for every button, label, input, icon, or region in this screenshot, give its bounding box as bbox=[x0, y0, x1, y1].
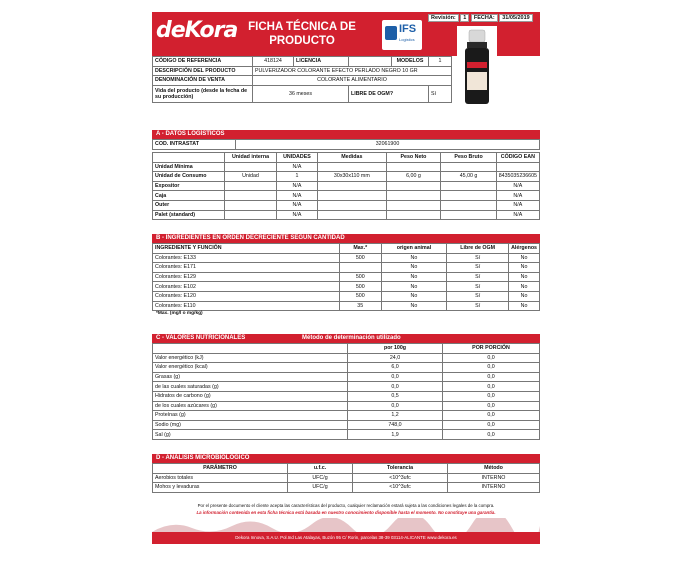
table-cell: 0,0 bbox=[443, 391, 540, 401]
table-cell bbox=[496, 162, 539, 172]
table-cell: INTERNO bbox=[448, 483, 540, 493]
table-row bbox=[153, 372, 540, 382]
table-cell: 0,0 bbox=[443, 411, 540, 421]
table-cell: Unidad Mínima bbox=[153, 162, 225, 172]
table-cell bbox=[386, 191, 441, 201]
footer-line-2: La información contenida en esta ficha técnica está basada en nuestro conocimiento disponible hasta el momento. No constituye una garantía. bbox=[196, 510, 496, 515]
table-cell: 500 bbox=[339, 291, 381, 301]
table-cell bbox=[386, 210, 441, 220]
table-cell: 500 bbox=[339, 272, 381, 282]
table-row bbox=[153, 382, 540, 392]
table-cell: Sí bbox=[447, 301, 509, 311]
table-row bbox=[153, 272, 540, 282]
table-cell bbox=[318, 162, 386, 172]
table-cell: Sí bbox=[447, 253, 509, 263]
table-cell: Valor energético (kcal) bbox=[153, 363, 348, 373]
section-c-header bbox=[152, 334, 540, 343]
table-cell: Colorantes: E171 bbox=[153, 263, 340, 273]
ref-value: 418124 bbox=[253, 57, 294, 67]
ifs-sub: Logistics bbox=[399, 37, 415, 42]
table-cell: N/A bbox=[496, 191, 539, 201]
table-cell bbox=[441, 191, 496, 201]
vida-value: 36 meses bbox=[253, 85, 349, 102]
fecha-value: 31/05/2019 bbox=[499, 14, 533, 22]
table-row bbox=[153, 210, 540, 220]
table-cell: <10^3ufc bbox=[353, 483, 448, 493]
intrastat-value: 32061900 bbox=[236, 140, 540, 150]
table-cell: 0,0 bbox=[348, 372, 443, 382]
header-cell: Alérgenos bbox=[509, 244, 540, 254]
table-cell: N/A bbox=[276, 200, 317, 210]
table-cell: 500 bbox=[339, 253, 381, 263]
table-cell: 1 bbox=[276, 172, 317, 182]
table-cell: Colorantes: E110 bbox=[153, 301, 340, 311]
table-cell: Aerobios totales bbox=[153, 473, 288, 483]
table-cell bbox=[318, 191, 386, 201]
table-cell: Mohos y levaduras bbox=[153, 483, 288, 493]
table-cell: No bbox=[381, 272, 447, 282]
table-row bbox=[153, 420, 540, 430]
table-cell: N/A bbox=[276, 181, 317, 191]
table-row bbox=[153, 263, 540, 273]
table-cell: Sodio (mg) bbox=[153, 420, 348, 430]
product-image bbox=[457, 26, 497, 118]
table-cell: Hidratos de carbono (g) bbox=[153, 391, 348, 401]
table-cell: No bbox=[509, 282, 540, 292]
table-cell: Sí bbox=[447, 263, 509, 273]
header-cell: INGREDIENTE Y FUNCIÓN bbox=[153, 244, 340, 254]
table-cell: Outer bbox=[153, 200, 225, 210]
table-cell bbox=[441, 210, 496, 220]
header-cell: Libre de OGM bbox=[447, 244, 509, 254]
table-row bbox=[153, 391, 540, 401]
table-cell: 8435035236605 bbox=[496, 172, 539, 182]
table-cell: 30x30x110 mm bbox=[318, 172, 386, 182]
section-b-header: B - INGREDIENTES EN ORDEN DECRECIENTE SEGÚN CANTIDAD bbox=[152, 234, 540, 243]
table-cell: Sí bbox=[447, 282, 509, 292]
fecha-label: FECHA: bbox=[471, 14, 498, 22]
table-row bbox=[153, 401, 540, 411]
licencia-label: LICENCIA bbox=[294, 57, 349, 67]
table-cell bbox=[318, 210, 386, 220]
header-cell: Unidad interna bbox=[225, 153, 276, 163]
header-cell: PARÁMETRO bbox=[153, 464, 288, 474]
header-cell: POR PORCIÓN bbox=[443, 344, 540, 354]
table-cell: Palet (standard) bbox=[153, 210, 225, 220]
footer-text bbox=[152, 502, 540, 516]
table-cell: UFC/g bbox=[288, 483, 353, 493]
revision-box bbox=[428, 14, 533, 22]
table-row bbox=[153, 162, 540, 172]
table-cell: Colorantes: E102 bbox=[153, 282, 340, 292]
intrastat-table bbox=[152, 139, 540, 150]
table-cell: de las cuales saturadas (g) bbox=[153, 382, 348, 392]
table-row bbox=[153, 483, 540, 493]
ifs-text: IFS bbox=[399, 23, 417, 35]
table-cell bbox=[225, 200, 276, 210]
table-cell: 1,2 bbox=[348, 411, 443, 421]
table-cell: UFC/g bbox=[288, 473, 353, 483]
header-cell: por 100g bbox=[348, 344, 443, 354]
footer-line-1: Por el presente documento el cliente acepta las características del producto, cualquier reclamación estará sujeta a las condiciones legales de la compra. bbox=[197, 503, 495, 508]
table-cell: N/A bbox=[496, 210, 539, 220]
nutrition-table bbox=[152, 343, 540, 440]
table-header-row bbox=[153, 153, 540, 163]
table-cell: 6,0 bbox=[348, 363, 443, 373]
header-cell: CÓDIGO EAN bbox=[496, 153, 539, 163]
table-cell bbox=[386, 162, 441, 172]
table-cell bbox=[386, 200, 441, 210]
header-cell: Método bbox=[448, 464, 540, 474]
table-cell: 0,0 bbox=[348, 382, 443, 392]
ogm-value: Sí bbox=[429, 85, 452, 102]
table-cell: 0,0 bbox=[443, 430, 540, 440]
table-cell: Unidad bbox=[225, 172, 276, 182]
vida-label: Vida del producto (desde la fecha de su producción) bbox=[153, 85, 253, 102]
table-cell bbox=[441, 181, 496, 191]
table-cell bbox=[339, 263, 381, 273]
ifs-logo bbox=[382, 20, 422, 50]
table-cell: 35 bbox=[339, 301, 381, 311]
table-cell: de los cuales azúcares (g) bbox=[153, 401, 348, 411]
table-cell: No bbox=[509, 291, 540, 301]
table-row bbox=[153, 301, 540, 311]
table-cell bbox=[441, 162, 496, 172]
table-cell: 0,0 bbox=[348, 401, 443, 411]
table-header-row bbox=[153, 244, 540, 254]
table-cell: 0,0 bbox=[443, 372, 540, 382]
header-cell bbox=[153, 344, 348, 354]
table-cell: No bbox=[509, 253, 540, 263]
table-cell: Colorantes: E120 bbox=[153, 291, 340, 301]
desc-label: DESCRIPCIÓN DEL PRODUCTO bbox=[153, 66, 253, 76]
table-cell: No bbox=[381, 301, 447, 311]
table-cell: No bbox=[381, 291, 447, 301]
table-cell: Sal (g) bbox=[153, 430, 348, 440]
table-cell bbox=[386, 181, 441, 191]
title-line-2: PRODUCTO bbox=[269, 35, 335, 47]
table-cell: Unidad de Consumo bbox=[153, 172, 225, 182]
table-cell: N/A bbox=[276, 191, 317, 201]
ogm-label: LIBRE DE OGM? bbox=[349, 85, 429, 102]
table-cell: Colorantes: E129 bbox=[153, 272, 340, 282]
table-cell: Sí bbox=[447, 291, 509, 301]
table-cell bbox=[225, 210, 276, 220]
document-title bbox=[242, 20, 362, 48]
header-cell: Peso Bruto bbox=[441, 153, 496, 163]
table-header-row bbox=[153, 344, 540, 354]
table-row bbox=[153, 411, 540, 421]
table-cell: No bbox=[381, 253, 447, 263]
table-row bbox=[153, 172, 540, 182]
table-row bbox=[153, 363, 540, 373]
ref-label: CÓDIGO DE REFERENCIA bbox=[153, 57, 253, 67]
table-cell: No bbox=[509, 272, 540, 282]
header-cell: Medidas bbox=[318, 153, 386, 163]
table-cell: 0,5 bbox=[348, 391, 443, 401]
section-c-title: C - VALORES NUTRICIONALES bbox=[156, 335, 246, 341]
modelos-label: MODELOS bbox=[392, 57, 429, 67]
table-row bbox=[153, 253, 540, 263]
table-cell: Expositor bbox=[153, 181, 225, 191]
method-label: Método de determinación utilizado bbox=[302, 335, 401, 341]
table-row bbox=[153, 181, 540, 191]
table-row bbox=[153, 430, 540, 440]
revision-label: Revisión: bbox=[428, 14, 459, 22]
table-cell: <10^3ufc bbox=[353, 473, 448, 483]
table-row bbox=[153, 291, 540, 301]
header-cell bbox=[153, 153, 225, 163]
header-cell: Max.* bbox=[339, 244, 381, 254]
table-cell: 0,0 bbox=[443, 382, 540, 392]
table-cell: 500 bbox=[339, 282, 381, 292]
table-cell: Caja bbox=[153, 191, 225, 201]
table-cell: N/A bbox=[276, 210, 317, 220]
table-cell: No bbox=[381, 282, 447, 292]
denom-label: DENOMINACIÓN DE VENTA bbox=[153, 76, 253, 86]
table-row bbox=[153, 473, 540, 483]
logistics-table bbox=[152, 152, 540, 220]
table-cell: No bbox=[509, 263, 540, 273]
table-row bbox=[153, 191, 540, 201]
decorative-border bbox=[152, 518, 540, 532]
title-line-1: FICHA TÉCNICA DE bbox=[248, 21, 356, 33]
table-cell: Grasas (g) bbox=[153, 372, 348, 382]
table-header-row bbox=[153, 464, 540, 474]
table-cell: N/A bbox=[276, 162, 317, 172]
table-cell: Colorantes: E133 bbox=[153, 253, 340, 263]
table-cell bbox=[225, 162, 276, 172]
table-cell bbox=[318, 181, 386, 191]
table-cell bbox=[318, 200, 386, 210]
table-row bbox=[153, 353, 540, 363]
spec-sheet bbox=[152, 12, 540, 552]
table-cell: Proteínas (g) bbox=[153, 411, 348, 421]
company-bar: Dekora Innova, S.A.U. Pol.Ind Las Atalayas, Buzón 95 C/ Rorin, parcelas 38-39 03114-ALICANTE www.dekora.es bbox=[152, 532, 540, 544]
dekora-logo: deKora bbox=[156, 18, 238, 43]
table-cell bbox=[441, 200, 496, 210]
ingredients-table bbox=[152, 243, 540, 311]
header-cell: u.f.c. bbox=[288, 464, 353, 474]
revision-value: 1 bbox=[460, 14, 469, 22]
denom-value: COLORANTE ALIMENTARIO bbox=[253, 76, 452, 86]
licencia-value bbox=[349, 57, 392, 67]
table-cell: 45,00 g bbox=[441, 172, 496, 182]
microbiology-table bbox=[152, 463, 540, 493]
section-a-header: A - DATOS LOGÍSTICOS bbox=[152, 130, 540, 139]
header-cell: Tolerancia bbox=[353, 464, 448, 474]
table-cell: No bbox=[509, 301, 540, 311]
ifs-mark-icon bbox=[385, 26, 397, 40]
ingredients-note: *Max. (mg/l o mg/kg) bbox=[156, 311, 203, 316]
table-cell: 0,0 bbox=[443, 353, 540, 363]
table-cell: N/A bbox=[496, 181, 539, 191]
table-row bbox=[153, 282, 540, 292]
table-cell: Valor energético (kJ) bbox=[153, 353, 348, 363]
table-row bbox=[153, 200, 540, 210]
section-d-header: D - ANÁLISIS MICROBIOLÓGICO bbox=[152, 454, 540, 463]
table-cell: 6,00 g bbox=[386, 172, 441, 182]
table-cell: INTERNO bbox=[448, 473, 540, 483]
table-cell: 1,9 bbox=[348, 430, 443, 440]
table-cell: 0,0 bbox=[443, 420, 540, 430]
table-cell: 24,0 bbox=[348, 353, 443, 363]
modelos-value: 1 bbox=[429, 57, 452, 67]
table-cell: N/A bbox=[496, 200, 539, 210]
intrastat-label: COD. INTRASTAT bbox=[153, 140, 236, 150]
header-cell: Peso Neto bbox=[386, 153, 441, 163]
table-cell: 0,0 bbox=[443, 401, 540, 411]
table-cell: 0,0 bbox=[443, 363, 540, 373]
table-cell: 748,0 bbox=[348, 420, 443, 430]
identification-table bbox=[152, 56, 452, 103]
desc-value: PULVERIZADOR COLORANTE EFECTO PERLADO NEGRO 10 GR bbox=[253, 66, 452, 76]
header-cell: UNIDADES bbox=[276, 153, 317, 163]
table-cell: Sí bbox=[447, 272, 509, 282]
table-cell bbox=[225, 181, 276, 191]
header-cell: origen animal bbox=[381, 244, 447, 254]
table-cell bbox=[225, 191, 276, 201]
table-cell: No bbox=[381, 263, 447, 273]
